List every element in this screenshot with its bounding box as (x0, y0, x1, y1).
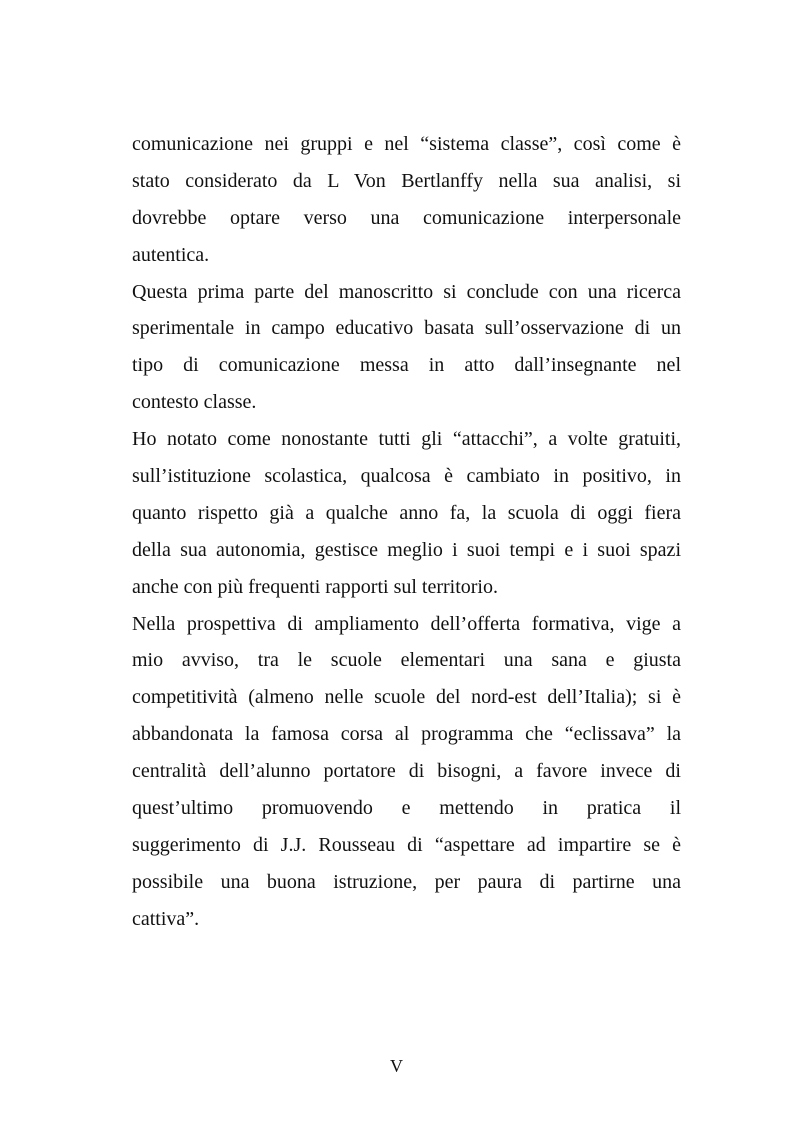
text-line: quanto rispetto già a qualche anno fa, la scuola di oggi fiera (132, 501, 681, 524)
text-line: autentica. (132, 243, 210, 266)
text-line: sull’istituzione scolastica, qualcosa è cambiato in positivo, in (132, 465, 681, 488)
text-line: suggerimento di J.J. Rousseau di “aspettare ad impartire se è (132, 833, 681, 856)
text-line: anche con più frequenti rapporti sul territorio. (132, 575, 498, 598)
paragraph-3 (132, 421, 681, 605)
text-line: tipo di comunicazione messa in atto dall’insegnante nel (132, 354, 681, 377)
text-line: possibile una buona istruzione, per paura di partirne una (132, 870, 681, 893)
page-number: V (390, 1056, 403, 1076)
text-line: comunicazione nei gruppi e nel “sistema classe”, così come è (132, 133, 681, 155)
paragraph-4 (132, 606, 681, 938)
body-text (132, 126, 681, 938)
paragraph-1 (132, 126, 681, 274)
text-line: della sua autonomia, gestisce meglio i suoi tempi e i suoi spazi (132, 538, 681, 561)
text-line: centralità dell’alunno portatore di bisogni, a favore invece di (132, 760, 681, 783)
text-line: Questa prima parte del manoscritto si conclude con una ricerca (132, 280, 681, 303)
text-line: Ho notato come nonostante tutti gli “attacchi”, a volte gratuiti, (132, 428, 681, 451)
text-line: dovrebbe optare verso una comunicazione interpersonale (132, 206, 681, 229)
text-line: abbandonata la famosa corsa al programma che “eclissava” la (132, 723, 681, 746)
text-line: contesto classe. (132, 391, 257, 414)
text-line: competitività (almeno nelle scuole del nord-est dell’Italia); si è (132, 686, 681, 709)
text-line: stato considerato da L Von Bertlanffy nella sua analisi, si (132, 169, 681, 192)
text-line: quest’ultimo promuovendo e mettendo in pratica il (132, 797, 681, 820)
paragraph-2 (132, 274, 681, 422)
text-line: sperimentale in campo educativo basata sull’osservazione di un (132, 317, 681, 340)
text-line: mio avviso, tra le scuole elementari una sana e giusta (132, 649, 681, 672)
text-line: Nella prospettiva di ampliamento dell’offerta formativa, vige a (132, 612, 681, 635)
text-line: cattiva”. (132, 907, 200, 930)
